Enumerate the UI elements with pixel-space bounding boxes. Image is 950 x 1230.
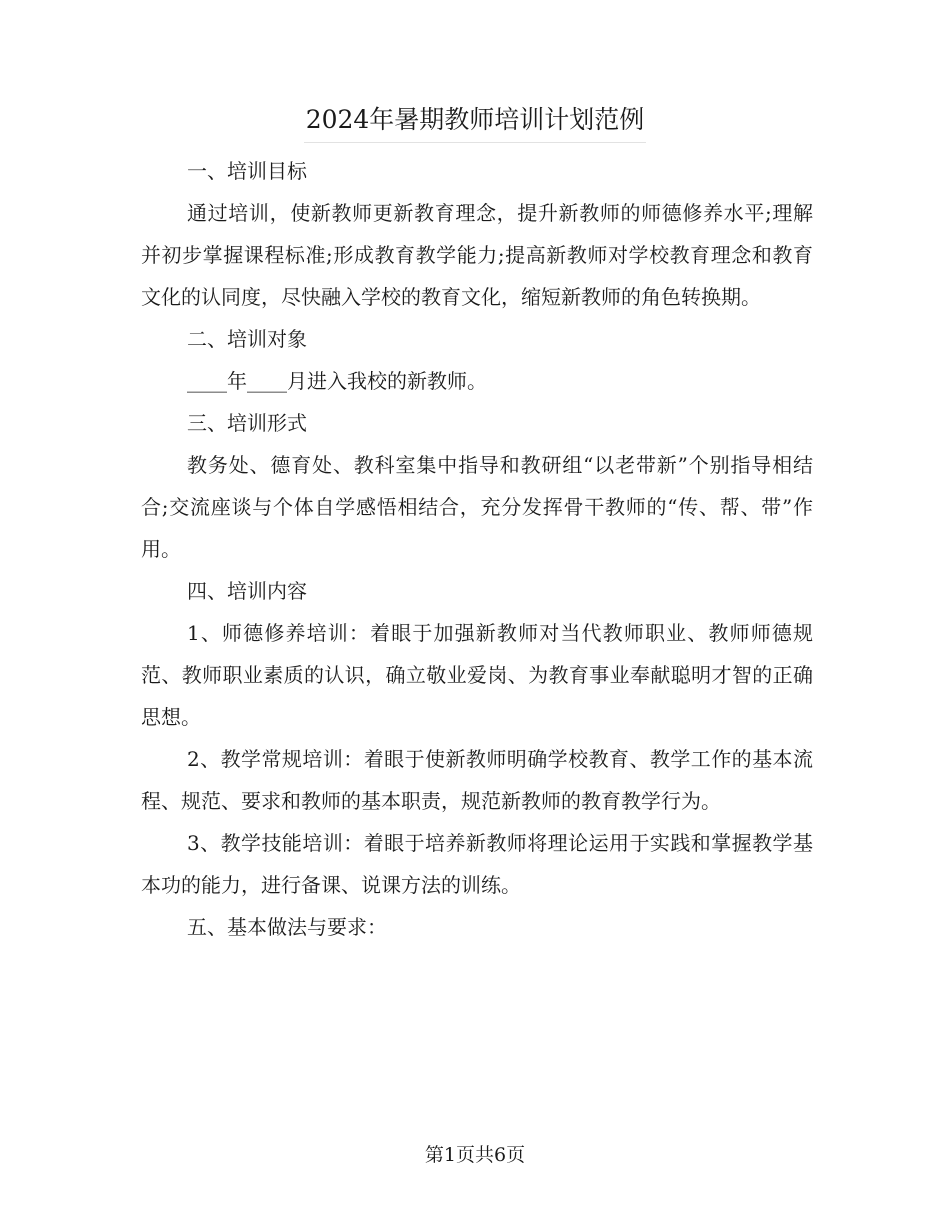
paragraph-format: 教务处、德育处、教科室集中指导和教研组“以老带新”个别指导相结合;交流座谈与个体自学感悟相结合，充分发挥骨干教师的“传、帮、带”作用。 bbox=[141, 453, 813, 561]
paragraph-content-ethics: 1、师德修养培训：着眼于加强新教师对当代教师职业、教师师德规范、教师职业素质的认识，确立敬业爱岗、为教育事业奉献聪明才智的正确思想。 bbox=[141, 621, 813, 729]
document-body bbox=[141, 150, 813, 948]
paragraph-audience: ____年____月进入我校的新教师。 bbox=[187, 369, 487, 393]
section-heading-content: 四、培训内容 bbox=[187, 579, 307, 603]
paragraph-content-skills: 3、教学技能培训：着眼于培养新教师将理论运用于实践和掌握教学基本功的能力，进行备课、说课方法的训练。 bbox=[141, 831, 813, 897]
section-heading-methods: 五、基本做法与要求： bbox=[187, 915, 387, 939]
section-heading-goals: 一、培训目标 bbox=[187, 159, 307, 183]
section-heading-format: 三、培训形式 bbox=[187, 411, 307, 435]
document-title: 2024年暑期教师培训计划范例 bbox=[304, 100, 647, 143]
title-container bbox=[0, 100, 950, 143]
page-footer: 第1页共6页 bbox=[424, 1144, 526, 1166]
paragraph-goals: 通过培训，使新教师更新教育理念，提升新教师的师德修养水平;理解并初步掌握课程标准;形成教育教学能力;提高新教师对学校教育理念和教育文化的认同度，尽快融入学校的教育文化，缩短新教师的角色转换期。 bbox=[141, 201, 813, 309]
paragraph-content-routine: 2、教学常规培训：着眼于使新教师明确学校教育、教学工作的基本流程、规范、要求和教师的基本职责，规范新教师的教育教学行为。 bbox=[141, 747, 813, 813]
section-heading-audience: 二、培训对象 bbox=[187, 327, 307, 351]
